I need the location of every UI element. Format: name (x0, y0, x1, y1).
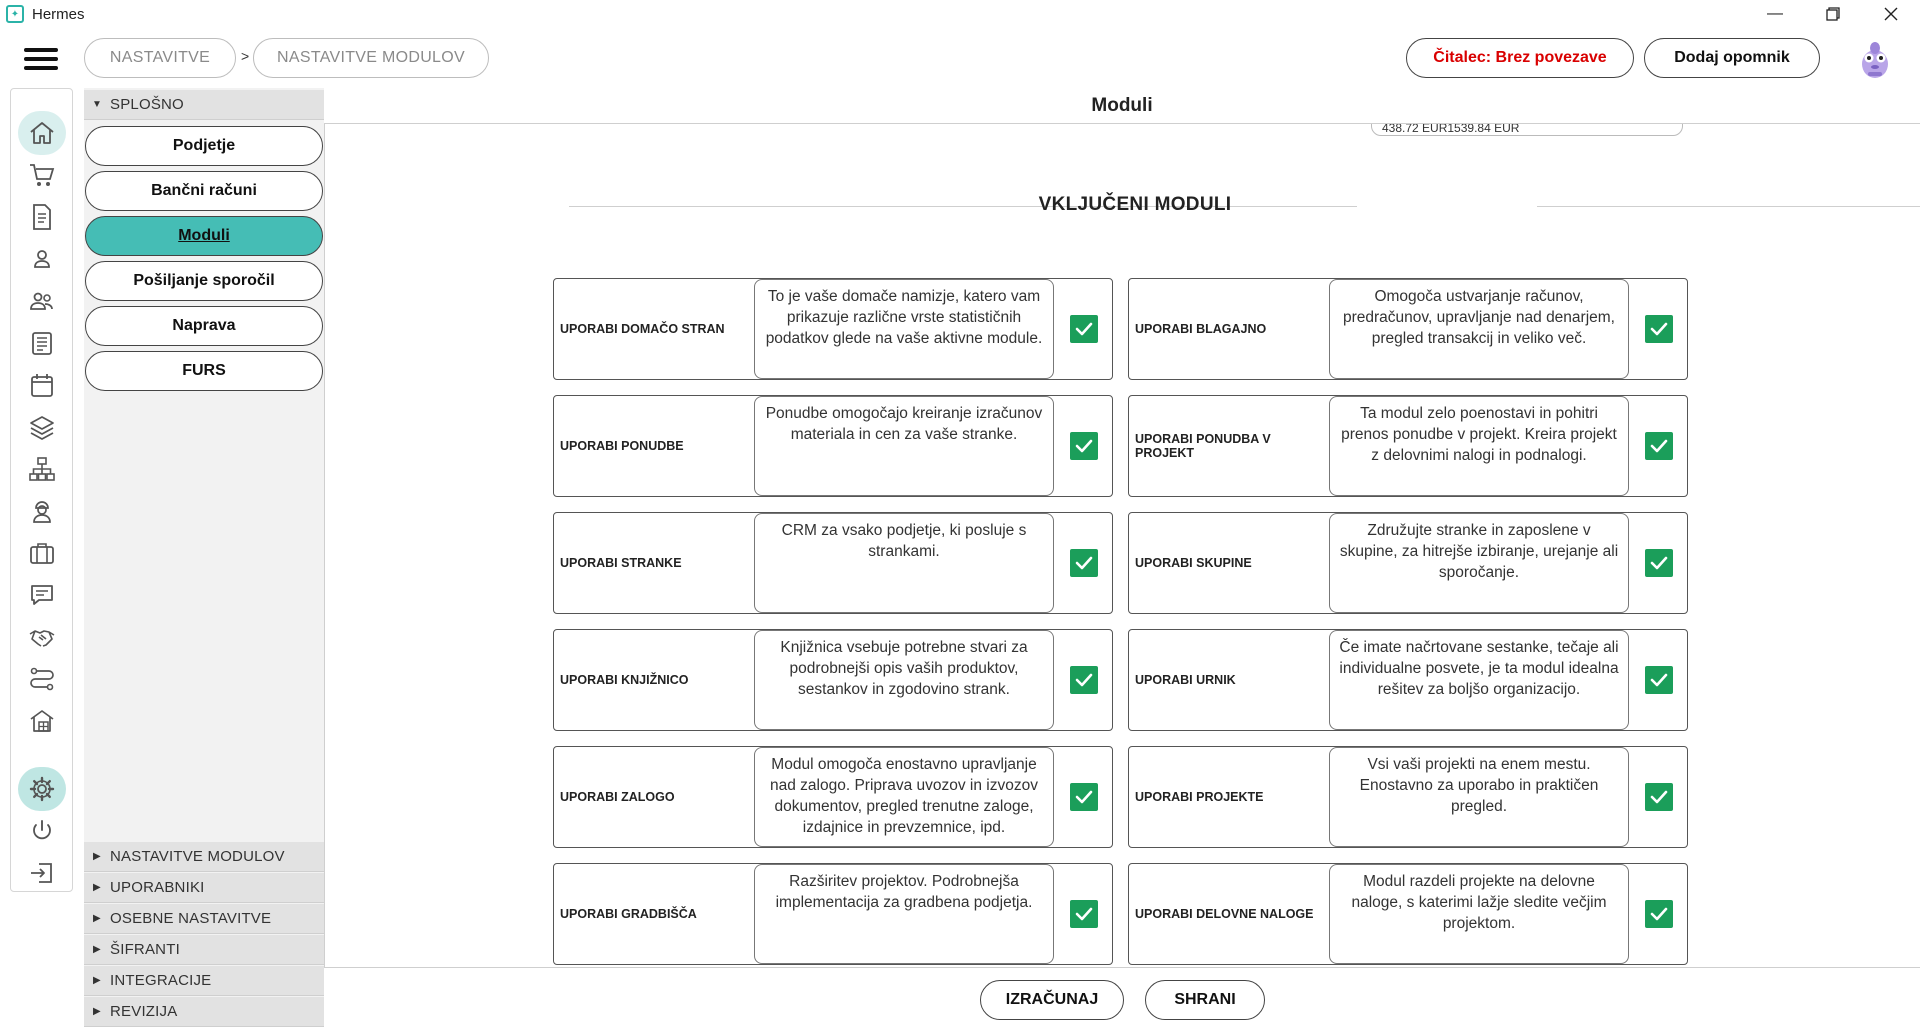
layers-icon[interactable] (17, 407, 67, 447)
checkmark-icon (1074, 904, 1094, 924)
window-titlebar (0, 0, 1920, 28)
module-card (553, 278, 1113, 380)
user-icon[interactable] (17, 239, 67, 279)
module-checkbox[interactable] (1645, 432, 1673, 460)
nav-item-messaging[interactable]: Pošiljanje sporočil (85, 261, 323, 301)
module-description: CRM za vsako podjetje, ki posluje s strankami. (754, 513, 1054, 613)
triangle-right-icon: ▶ (93, 851, 101, 862)
section-personal-settings[interactable]: ▶ OSEBNE NASTAVITVE (84, 904, 324, 934)
section-audit[interactable]: ▶ REVIZIJA (84, 997, 324, 1027)
module-checkbox[interactable] (1645, 315, 1673, 343)
checkmark-icon (1074, 319, 1094, 339)
nav-item-modules[interactable]: Moduli (85, 216, 323, 256)
module-label: UPORABI GRADBIŠČA (560, 907, 697, 921)
section-divider-right (1537, 206, 1920, 207)
module-label: UPORABI KNJIŽNICO (560, 673, 689, 687)
section-general[interactable]: ▼ SPLOŠNO (84, 90, 324, 120)
nav-item-furs[interactable]: FURS (85, 351, 323, 391)
triangle-right-icon: ▶ (93, 975, 101, 986)
module-checkbox[interactable] (1645, 783, 1673, 811)
minimize-icon[interactable]: — (1767, 5, 1783, 22)
module-label: UPORABI PONUDBE (560, 439, 684, 453)
triangle-right-icon: ▶ (93, 882, 101, 893)
checkmark-icon (1074, 436, 1094, 456)
checkmark-icon (1074, 670, 1094, 690)
module-card (553, 863, 1113, 965)
section-code-lists[interactable]: ▶ ŠIFRANTI (84, 935, 324, 965)
module-label: UPORABI DELOVNE NALOGE (1135, 907, 1314, 921)
module-card (1128, 278, 1688, 380)
settings-navigation (84, 88, 324, 1026)
breadcrumb-settings[interactable]: NASTAVITVE (84, 38, 236, 78)
reader-status-button[interactable]: Čitalec: Brez povezave (1406, 38, 1634, 78)
module-card (553, 629, 1113, 731)
checkmark-icon (1649, 553, 1669, 573)
checkmark-icon (1649, 670, 1669, 690)
module-label: UPORABI PONUDBA V PROJEKT (1135, 432, 1271, 460)
triangle-right-icon: ▶ (93, 913, 101, 924)
hamburger-menu-icon[interactable] (24, 48, 58, 70)
module-card (553, 746, 1113, 848)
module-label: UPORABI SKUPINE (1135, 556, 1252, 570)
document-icon[interactable] (17, 197, 67, 237)
calendar-icon[interactable] (17, 365, 67, 405)
module-card (1128, 863, 1688, 965)
section-users[interactable]: ▶ UPORABNIKI (84, 873, 324, 903)
breadcrumb-module-settings[interactable]: NASTAVITVE MODULOV (253, 38, 489, 78)
logout-icon[interactable] (17, 853, 67, 893)
breadcrumb-separator: > (241, 48, 250, 64)
chat-icon[interactable] (17, 575, 67, 615)
module-card (553, 395, 1113, 497)
cart-icon[interactable] (17, 155, 67, 195)
triangle-right-icon: ▶ (93, 1006, 101, 1017)
module-checkbox[interactable] (1070, 315, 1098, 343)
save-button[interactable]: SHRANI (1145, 980, 1265, 1020)
org-chart-icon[interactable] (17, 449, 67, 489)
window-title: Hermes (32, 5, 85, 23)
restore-icon[interactable] (1804, 0, 1862, 28)
module-description: To je vaše domače namizje, katero vam prikazuje različne vrste statističnih podatkov glede na vaše aktivne module. (754, 279, 1054, 379)
home-icon[interactable] (17, 113, 67, 153)
users-icon[interactable] (17, 281, 67, 321)
section-integrations[interactable]: ▶ INTEGRACIJE (84, 966, 324, 996)
module-description: Ponudbe omogočajo kreiranje izračunov materiala in cen za vaše stranke. (754, 396, 1054, 496)
module-checkbox[interactable] (1070, 666, 1098, 694)
module-card (1128, 512, 1688, 614)
module-description: Modul razdeli projekte na delovne naloge, s katerimi lažje sledite večjim projektom. (1329, 864, 1629, 964)
module-checkbox[interactable] (1070, 549, 1098, 577)
module-label: UPORABI STRANKE (560, 556, 682, 570)
warehouse-icon[interactable] (17, 701, 67, 741)
worker-icon[interactable] (17, 491, 67, 531)
icon-rail (10, 88, 73, 892)
module-checkbox[interactable] (1645, 549, 1673, 577)
checkmark-icon (1074, 553, 1094, 573)
module-checkbox[interactable] (1070, 900, 1098, 928)
hermes-logo-icon: ✦ (6, 5, 24, 23)
section-module-settings[interactable]: ▶ NASTAVITVE MODULOV (84, 842, 324, 872)
module-card (553, 512, 1113, 614)
checkmark-icon (1649, 436, 1669, 456)
cut-off-summary-box: 438.72 EUR1539.84 EUR (1371, 124, 1683, 136)
gear-icon[interactable] (17, 769, 67, 809)
module-card (1128, 746, 1688, 848)
module-checkbox[interactable] (1645, 900, 1673, 928)
checkmark-icon (1649, 787, 1669, 807)
module-label: UPORABI DOMAČO STRAN (560, 322, 725, 336)
module-description: Če imate načrtovane sestanke, tečaje ali individualne posvete, je ta modul idealna rešitev za boljšo organizacijo. (1329, 630, 1629, 730)
module-checkbox[interactable] (1070, 783, 1098, 811)
module-description: Združujte stranke in zaposlene v skupine, za hitrejše izbiranje, urejanje ali sporočanje. (1329, 513, 1629, 613)
checkmark-icon (1074, 787, 1094, 807)
module-label: UPORABI PROJEKTE (1135, 790, 1264, 804)
route-icon[interactable] (17, 659, 67, 699)
module-description: Ta modul zelo poenostavi in pohitri prenos ponudbe v projekt. Kreira projekt z delovnimi nalogi in podnalogi. (1329, 396, 1629, 496)
notes-icon[interactable] (17, 323, 67, 363)
calculate-button[interactable]: IZRAČUNAJ (980, 980, 1124, 1020)
add-reminder-button[interactable]: Dodaj opomnik (1644, 38, 1820, 78)
module-label: UPORABI URNIK (1135, 673, 1236, 687)
nav-item-device[interactable]: Naprava (85, 306, 323, 346)
handshake-icon[interactable] (17, 617, 67, 657)
mascot-avatar-icon[interactable] (1856, 36, 1894, 80)
module-description: Vsi vaši projekti na enem mestu. Enostavno za uporabo in praktičen pregled. (1329, 747, 1629, 847)
module-label: UPORABI BLAGAJNO (1135, 322, 1267, 336)
triangle-right-icon: ▶ (93, 944, 101, 955)
nav-item-company[interactable]: Podjetje (85, 126, 323, 166)
module-description: Razširitev projektov. Podrobnejša implementacija za gradbena podjetja. (754, 864, 1054, 964)
app-header (0, 30, 1920, 88)
module-description: Omogoča ustvarjanje računov, predračunov, upravljanje nad denarjem, pregled transakcij in veliko več. (1329, 279, 1629, 379)
close-icon[interactable] (1862, 0, 1920, 28)
checkmark-icon (1649, 904, 1669, 924)
module-description: Modul omogoča enostavno upravljanje nad zalogo. Priprava uvozov in izvozov dokumentov, pregled trenutne zaloge, izdajnice in prevzemnice, ipd. (754, 747, 1054, 847)
module-card (1128, 629, 1688, 731)
triangle-down-icon: ▼ (91, 99, 103, 110)
nav-item-bank-accounts[interactable]: Bančni računi (85, 171, 323, 211)
modules-content[interactable] (324, 124, 1920, 968)
section-title: VKLJUČENI MODULI (1038, 194, 1232, 215)
page-title: Moduli (324, 88, 1920, 124)
checkmark-icon (1649, 319, 1669, 339)
window-controls (1746, 0, 1920, 28)
module-checkbox[interactable] (1070, 432, 1098, 460)
module-card (1128, 395, 1688, 497)
module-label: UPORABI ZALOGO (560, 790, 675, 804)
module-checkbox[interactable] (1645, 666, 1673, 694)
power-icon[interactable] (17, 811, 67, 851)
module-description: Knjižnica vsebuje potrebne stvari za podrobnejši opis vaših produktov, sestankov in zgodovino strank. (754, 630, 1054, 730)
briefcase-icon[interactable] (17, 533, 67, 573)
